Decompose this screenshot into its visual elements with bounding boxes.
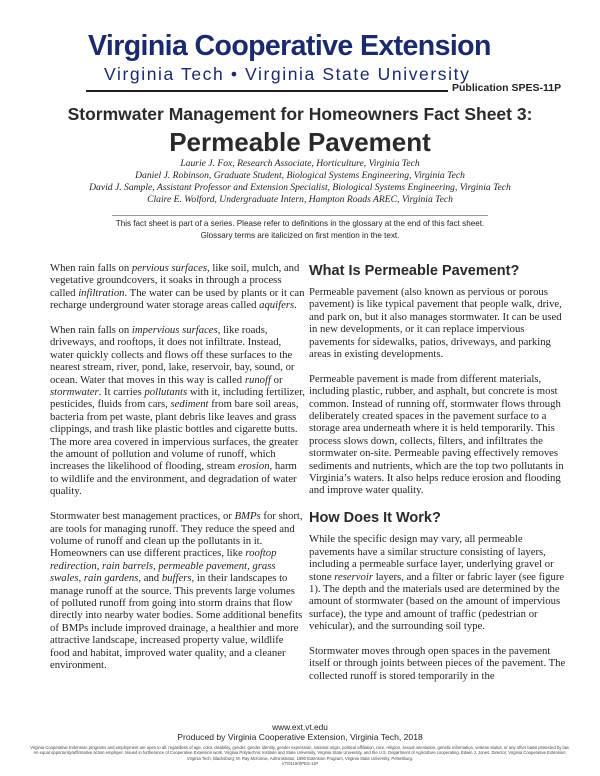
glossary-term: stormwater [50, 386, 99, 399]
brand-subtitle: Virginia Tech • Virginia State University [104, 64, 471, 84]
glossary-term: impervious surfaces [131, 324, 218, 337]
glossary-term: BMPs [234, 510, 261, 523]
series-note-line: Glossary terms are italicized on first mention in the text. [200, 230, 400, 240]
glossary-term: aquifers [259, 299, 295, 312]
footer-produced: Produced by Virginia Cooperative Extension, Virginia Tech, 2018 [177, 732, 423, 742]
footer-code: VT/0118/SPES-11P [281, 761, 319, 767]
header [0, 0, 600, 100]
text-run: for short, are tools for managing runoff. They reduce the speed and volume of runoff and clean up the pollutants in it. Homeowners can use different practices, like [50, 510, 303, 560]
glossary-term: buffers [161, 572, 192, 585]
text-run: Stormwater best management practices, or [50, 510, 235, 523]
text-run: . The water can be used by plants or it can recharge underground water storage areas called [50, 286, 305, 312]
footer [0, 722, 600, 767]
text-run: , like soil, mulch, and vegetative groundcovers, it soaks in through a process called [50, 262, 300, 299]
author-list [0, 158, 600, 206]
text-run: While the specific design may vary, all permeable pavements have a similar structure consisting of layers, including a permeable surface layer, underlying gravel or stone [309, 533, 554, 583]
author-line: Daniel J. Robinson, Graduate Student, Biological Systems Engineering, Virginia Tech [135, 170, 465, 181]
text-run: , like roads, driveways, and rooftops, it does not infiltrate. Instead, water quickly collects and flows off these surfaces to the nearest stream, river, pond, lake, reservoir, bay, sound, or ocean. Water that moves in this way is called [50, 324, 295, 386]
glossary-term: pollutants [144, 386, 188, 399]
glossary-term: erosion [237, 460, 270, 473]
footer-disclaimer [30, 745, 570, 767]
glossary-term: pervious surfaces [131, 262, 208, 274]
publication-number: Publication SPES-11P [452, 82, 562, 94]
paragraph: Permeable pavement (also known as pervious or porous pavement) is like typical pavement that people walk, drive, and park on, but it also manages stormwater. It can be used in new developments, or it can replace impervious pavements for sidewalks, patios, driveways, and parking areas in existing developments. [309, 286, 562, 361]
text-run: , harm to wildlife and the environment, and degradation of water quality. [50, 460, 297, 498]
text-run: . It carries [98, 386, 145, 399]
left-column [50, 262, 305, 684]
right-column [309, 262, 569, 695]
author-line: Claire E. Wolford, Undergraduate Intern, Hampton Roads AREC, Virginia Tech [147, 194, 453, 205]
paragraph [50, 262, 305, 312]
brand-logo-text: Virginia Cooperative Extension [88, 30, 491, 62]
text-run: When rain falls on [50, 324, 132, 337]
text-run: , and [138, 572, 162, 585]
author-line: David J. Sample, Assistant Professor and Extension Specialist, Biological Systems Engineering, Virginia Tech [89, 182, 511, 193]
text-run: When rain falls on [50, 262, 132, 274]
paragraph [309, 533, 569, 632]
paragraph [50, 324, 305, 498]
divider [112, 215, 488, 216]
page-title: Permeable Pavement [169, 127, 431, 157]
glossary-term: reservoir [334, 570, 374, 583]
paragraph [50, 510, 305, 671]
footer-url[interactable]: www.ext.vt.edu [272, 722, 328, 732]
text-run: . [294, 299, 297, 312]
section-heading: What Is Permeable Pavement? [309, 263, 520, 279]
header-rule [86, 90, 448, 92]
series-note [0, 218, 600, 241]
text-run: , in their landscapes to manage runoff at the source. This prevents large volumes of polluted runoff from going into storm drains that flow directly into nearby water bodies. Some additional benefits of BMPs include improved drainage, a healthier and more attractive landscape, increased property value, wildlife food and habitat, improved water quality, and a cleaner environment. [50, 572, 303, 671]
paragraph: Permeable pavement is made from different materials, including plastic, rubber, and asphalt, but concrete is most common. Instead of running off, stormwater flows through deliberately created spaces in the pavement surface to a storage area underneath where it is held temporarily. This process slows down, collects, filters, and infiltrates the stormwater on-site. Permeable paving effectively removes sediments and nutrients, which are the top two pollutants in Virginia’s waters. It also helps reduce erosion and flooding and improve water quality. [309, 372, 564, 497]
text-run: layers, and a filter or fabric layer (see figure 1). The depth and the materials used are determined by the amount of stormwater (based on the amount of impervious surface), the type and amount of traffic (pedestrian or vehicular), and the surrounding soil type. [309, 570, 565, 633]
text-run: or [270, 373, 283, 386]
text-run: with it, including fertilizer, pesticides, fluids from cars, [50, 386, 305, 411]
author-line: Laurie J. Fox, Research Associate, Horticulture, Virginia Tech [180, 158, 420, 169]
series-note-line: This fact sheet is part of a series. Please refer to definitions in the glossary at the end of this fact sheet. [115, 219, 485, 228]
section-heading: How Does It Work? [309, 510, 441, 527]
text-run: from bare soil areas, bacteria from pet waste, plant debris like leaves and grass clippings, and trash like plastic bottles and cigarette butts. The more area covered in impervious surfaces, the greater the amount of pollution and volume of runoff, which increases the likelihood of flooding, stream [50, 398, 299, 473]
glossary-term: infiltration [78, 286, 125, 299]
glossary-term: rooftop redirection, rain barrels, permeable pavement, grass swales, rain gardens [50, 547, 277, 585]
paragraph: Stormwater moves through open spaces in the pavement itself or through joints between pieces of the pavement. The collected runoff is stored temporarily in the [309, 644, 566, 682]
footer-fine-print: Virginia Cooperative Extension programs and employment are open to all, regardless of age, color, disability, gender, gender identity, gender expression, national origin, political affiliation, race, religion, sexual orientation, genetic information, veteran status, or any other basis protected by law. An equal opportunity/affirmative action employer. Issued in furtherance of Cooperative Extension work, Virginia Polytechnic Institute and State University, Virginia State University, and the U.S. Department of Agriculture cooperating. Edwin J. Jones, Director, Virginia Cooperative Extension, Virginia Tech, Blacksburg; M. Ray McKinnie, Administrator, 1890 Extension Program, Virginia State University, Petersburg. [30, 745, 570, 761]
glossary-term: sediment [170, 398, 209, 411]
glossary-term: runoff [244, 373, 271, 386]
series-title: Stormwater Management for Homeowners Fact Sheet 3: [67, 104, 533, 124]
